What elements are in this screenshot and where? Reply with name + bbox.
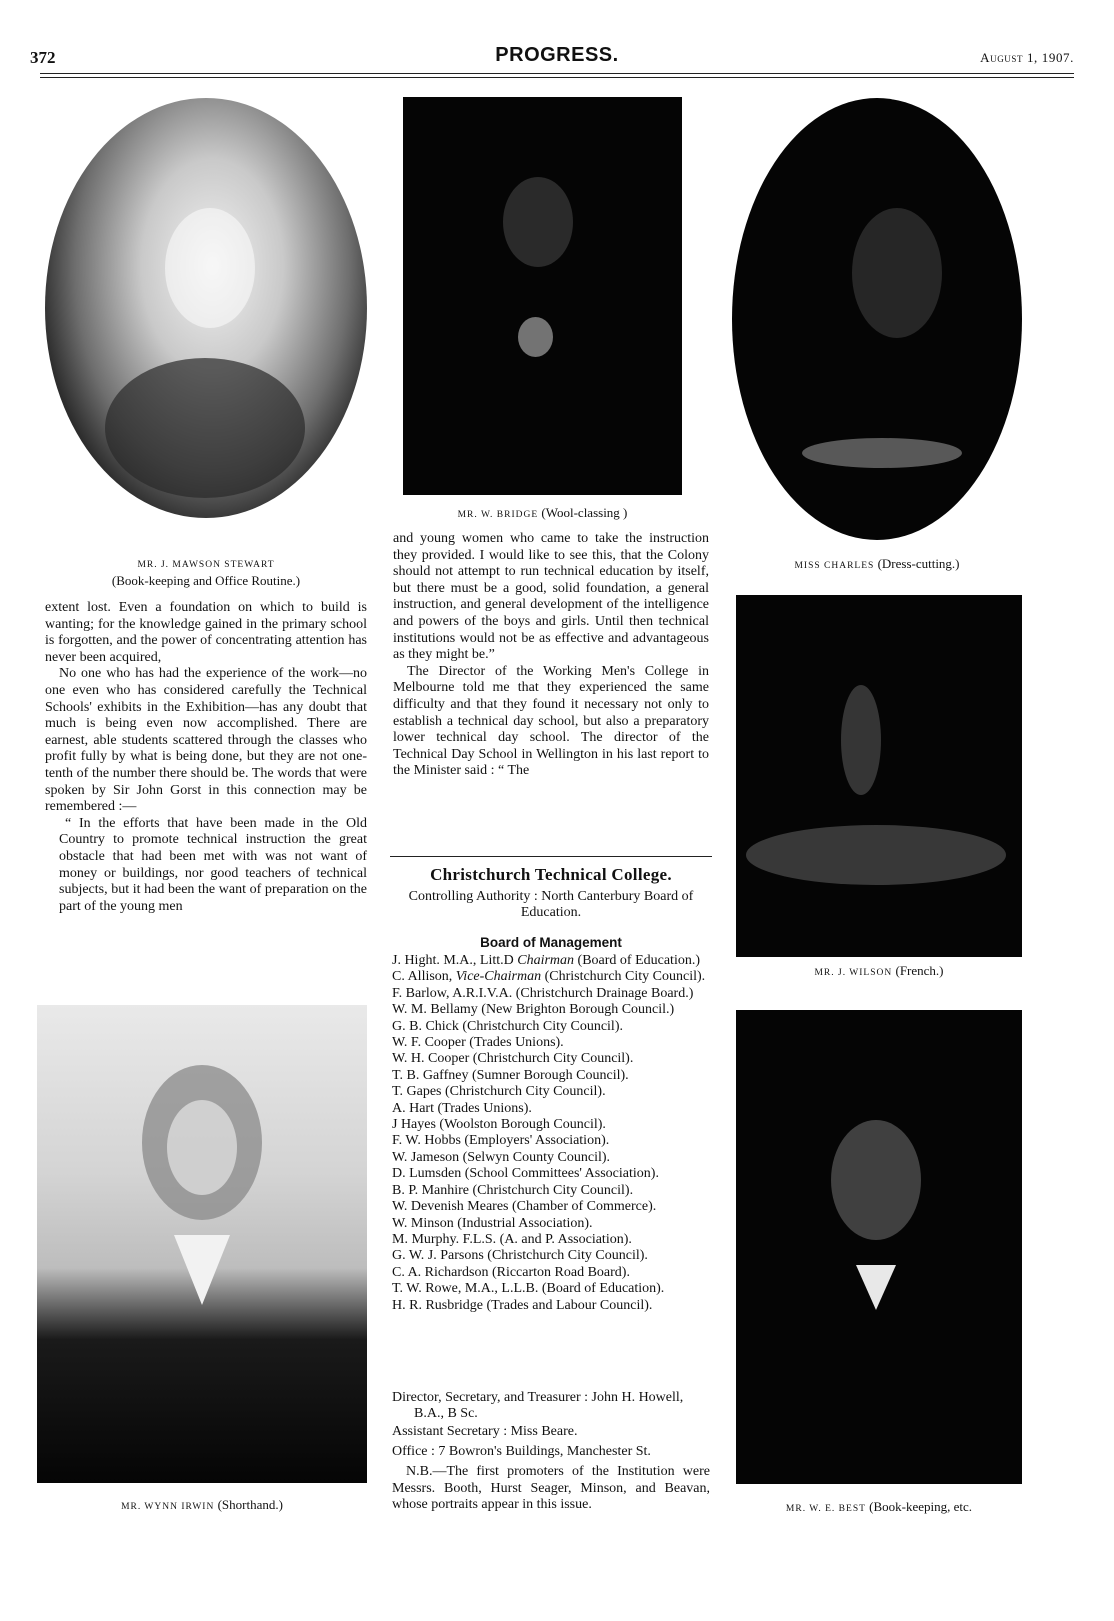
portrait-wilson-photo bbox=[736, 595, 1022, 957]
board-member bbox=[392, 1183, 710, 1199]
board-member-body: (Board of Education.) bbox=[574, 953, 700, 968]
board-member-name: B. P. Manhire (Christchurch City Council). bbox=[392, 1182, 634, 1198]
college-assistant-text: Assistant Secretary : Miss Beare. bbox=[392, 1424, 578, 1439]
left-paragraph-2: No one who has had the experience of the work—no one even who has considered carefully the Technical Schools' exhibits in the Exhibition—has any doubt that much is being even now accomplished. There are earnest, able students scattered through the classes who profit fully by what is being done, but they are not one-tenth of the number there should be. The words that were spoken by Sir John Gorst in this connection may be remembered :— bbox=[45, 666, 367, 815]
board-member-name: T. Gapes (Christchurch City Council). bbox=[392, 1084, 606, 1100]
college-office-text: Office : 7 Bowron's Buildings, Manchester St. bbox=[392, 1444, 651, 1459]
board-member bbox=[392, 1002, 710, 1018]
issue-date: August 1, 1907. bbox=[980, 50, 1074, 65]
caption-irwin bbox=[37, 1497, 367, 1515]
board-member bbox=[392, 1035, 710, 1051]
header-rule-top bbox=[40, 73, 1074, 74]
caption-irwin-subject: (Shorthand.) bbox=[217, 1497, 283, 1512]
board-member-name: G. W. J. Parsons (Christchurch City Council). bbox=[392, 1248, 648, 1264]
portrait-stewart-photo bbox=[45, 98, 367, 518]
board-member bbox=[392, 1150, 710, 1166]
board-member-role: Chairman bbox=[517, 953, 575, 968]
middle-paragraph-1: and young women who came to take the instruction they provided. I would like to see this, that the Colony should not attempt to run technical education by itself, but there must be a good, solid foundation, a general instruction, and general development of the intelligence and powers of the boys and girls. Until then technical institutions would not be as effective and advantageous as they might be.” bbox=[393, 531, 709, 663]
board-member-name: W. H. Cooper (Christchurch City Council). bbox=[392, 1051, 634, 1067]
page-number: 372 bbox=[30, 48, 56, 67]
board-member bbox=[392, 1216, 710, 1232]
board-member-name: F. Barlow, A.R.I.V.A. (Christchurch Drainage Board.) bbox=[392, 985, 694, 1001]
board-member-body: (Christchurch City Council). bbox=[541, 969, 706, 985]
portrait-charles-photo bbox=[732, 98, 1022, 540]
board-member bbox=[392, 1298, 710, 1314]
board-member-name: W. Jameson (Selwyn County Council). bbox=[392, 1149, 611, 1165]
college-note: N.B.—The first promoters of the Institution were Messrs. Booth, Hurst Seager, Minson, and Beavan, whose portraits appear in this issue. bbox=[392, 1464, 710, 1513]
portrait-irwin-photo bbox=[37, 1005, 367, 1483]
caption-charles-subject: (Dress-cutting.) bbox=[877, 556, 960, 571]
board-member-name: C. Allison, bbox=[392, 969, 456, 985]
board-member bbox=[392, 1068, 710, 1084]
caption-wilson-name: MR. J. WILSON bbox=[814, 968, 893, 978]
board-member bbox=[392, 969, 710, 985]
header-rule-bottom bbox=[40, 77, 1074, 78]
board-member bbox=[392, 1117, 710, 1133]
caption-charles-name: MISS CHARLES bbox=[794, 561, 875, 571]
board-member bbox=[392, 1281, 710, 1297]
board-heading: Board of Management bbox=[480, 935, 622, 950]
board-member-name: T. W. Rowe, M.A., L.L.B. (Board of Education). bbox=[392, 1281, 665, 1297]
board-member bbox=[392, 986, 710, 1002]
caption-stewart bbox=[45, 557, 367, 589]
caption-stewart-name: MR. J. MAWSON STEWART bbox=[137, 560, 275, 570]
left-quote: “ In the efforts that have been made in the Old Country to promote technical instruction the great obstacle that had been met with was not want of money or buildings, nor good teachers of technical subjects, but it had been the want of preparation on the part of the young men bbox=[59, 815, 367, 914]
board-member-name: W. F. Cooper (Trades Unions). bbox=[392, 1035, 564, 1051]
board-member-name: F. W. Hobbs (Employers' Association). bbox=[392, 1133, 610, 1149]
caption-irwin-name: MR. WYNN IRWIN bbox=[121, 1502, 215, 1512]
board-member-role: Vice-Chairman bbox=[455, 969, 542, 985]
board-member-name: T. B. Gaffney (Sumner Borough Council). bbox=[392, 1067, 629, 1083]
board-member-name: W. Devenish Meares (Chamber of Commerce). bbox=[392, 1199, 657, 1215]
college-authority: Controlling Authority : North Canterbury Board of Education. bbox=[408, 889, 694, 921]
board-member-name: H. R. Rusbridge (Trades and Labour Council). bbox=[392, 1297, 653, 1313]
college-assistant bbox=[392, 1424, 710, 1440]
portrait-best-photo bbox=[736, 1010, 1022, 1484]
college-director bbox=[392, 1390, 710, 1423]
caption-charles bbox=[732, 556, 1022, 574]
caption-best-subject: (Book-keeping, etc. bbox=[869, 1499, 973, 1514]
board-member bbox=[392, 1019, 710, 1035]
board-member-name: J Hayes (Woolston Borough Council). bbox=[392, 1117, 606, 1133]
college-section-rule bbox=[390, 856, 712, 857]
board-member-name: W. Minson (Industrial Association). bbox=[392, 1215, 593, 1231]
board-member bbox=[392, 1166, 710, 1182]
caption-bridge-name: MR. W. BRIDGE bbox=[457, 510, 539, 520]
college-office bbox=[392, 1444, 710, 1460]
board-member-name: G. B. Chick (Christchurch City Council). bbox=[392, 1018, 623, 1034]
board-member-name: D. Lumsden (School Committees' Association). bbox=[392, 1166, 659, 1182]
caption-wilson bbox=[736, 963, 1022, 981]
board-member-name: M. Murphy. F.L.S. (A. and P. Association). bbox=[392, 1231, 632, 1247]
board-member bbox=[392, 1265, 710, 1281]
caption-wilson-subject: (French.) bbox=[895, 963, 944, 978]
board-member bbox=[392, 1232, 710, 1248]
masthead-title: PROGRESS. bbox=[495, 44, 619, 66]
middle-paragraph-2: The Director of the Working Men's College in Melbourne told me that they experienced the same difficulty and that they found it necessary not only to establish a technical day school, but also a preparatory lower technical day school. The director of the Technical Day School in Wellington in his last report to the Minister said : “ The bbox=[393, 663, 709, 779]
board-member bbox=[392, 1101, 710, 1117]
board-member-name: J. Hight. M.A., Litt.D bbox=[392, 953, 518, 968]
caption-stewart-subject: (Book-keeping and Office Routine.) bbox=[111, 573, 301, 588]
middle-column-text bbox=[393, 531, 709, 780]
board-member bbox=[392, 1133, 710, 1149]
board-member bbox=[392, 1051, 710, 1067]
caption-best bbox=[736, 1499, 1022, 1517]
college-director-text: Director, Secretary, and Treasurer : John H. Howell, B.A., B Sc. bbox=[392, 1390, 684, 1422]
caption-best-name: MR. W. E. BEST bbox=[785, 1504, 866, 1514]
board-member bbox=[392, 1084, 710, 1100]
college-title: Christchurch Technical College. bbox=[430, 865, 672, 884]
board-member-name: A. Hart (Trades Unions). bbox=[392, 1100, 532, 1116]
caption-bridge-subject: (Wool-classing ) bbox=[541, 505, 628, 520]
board-member-name: C. A. Richardson (Riccarton Road Board). bbox=[392, 1264, 630, 1280]
board-member-name: W. M. Bellamy (New Brighton Borough Council.) bbox=[392, 1002, 675, 1018]
left-column-text bbox=[45, 600, 367, 915]
left-paragraph-1: extent lost. Even a foundation on which to build is wanting; for the knowledge gained in the primary school is forgotten, and the power of concentrating attention has never been acquired, bbox=[45, 600, 367, 665]
board-member bbox=[392, 1248, 710, 1264]
board-member-list bbox=[392, 953, 710, 1314]
portrait-bridge-photo bbox=[403, 97, 682, 495]
caption-bridge bbox=[403, 505, 682, 523]
board-member bbox=[392, 953, 710, 969]
board-member bbox=[392, 1199, 710, 1215]
